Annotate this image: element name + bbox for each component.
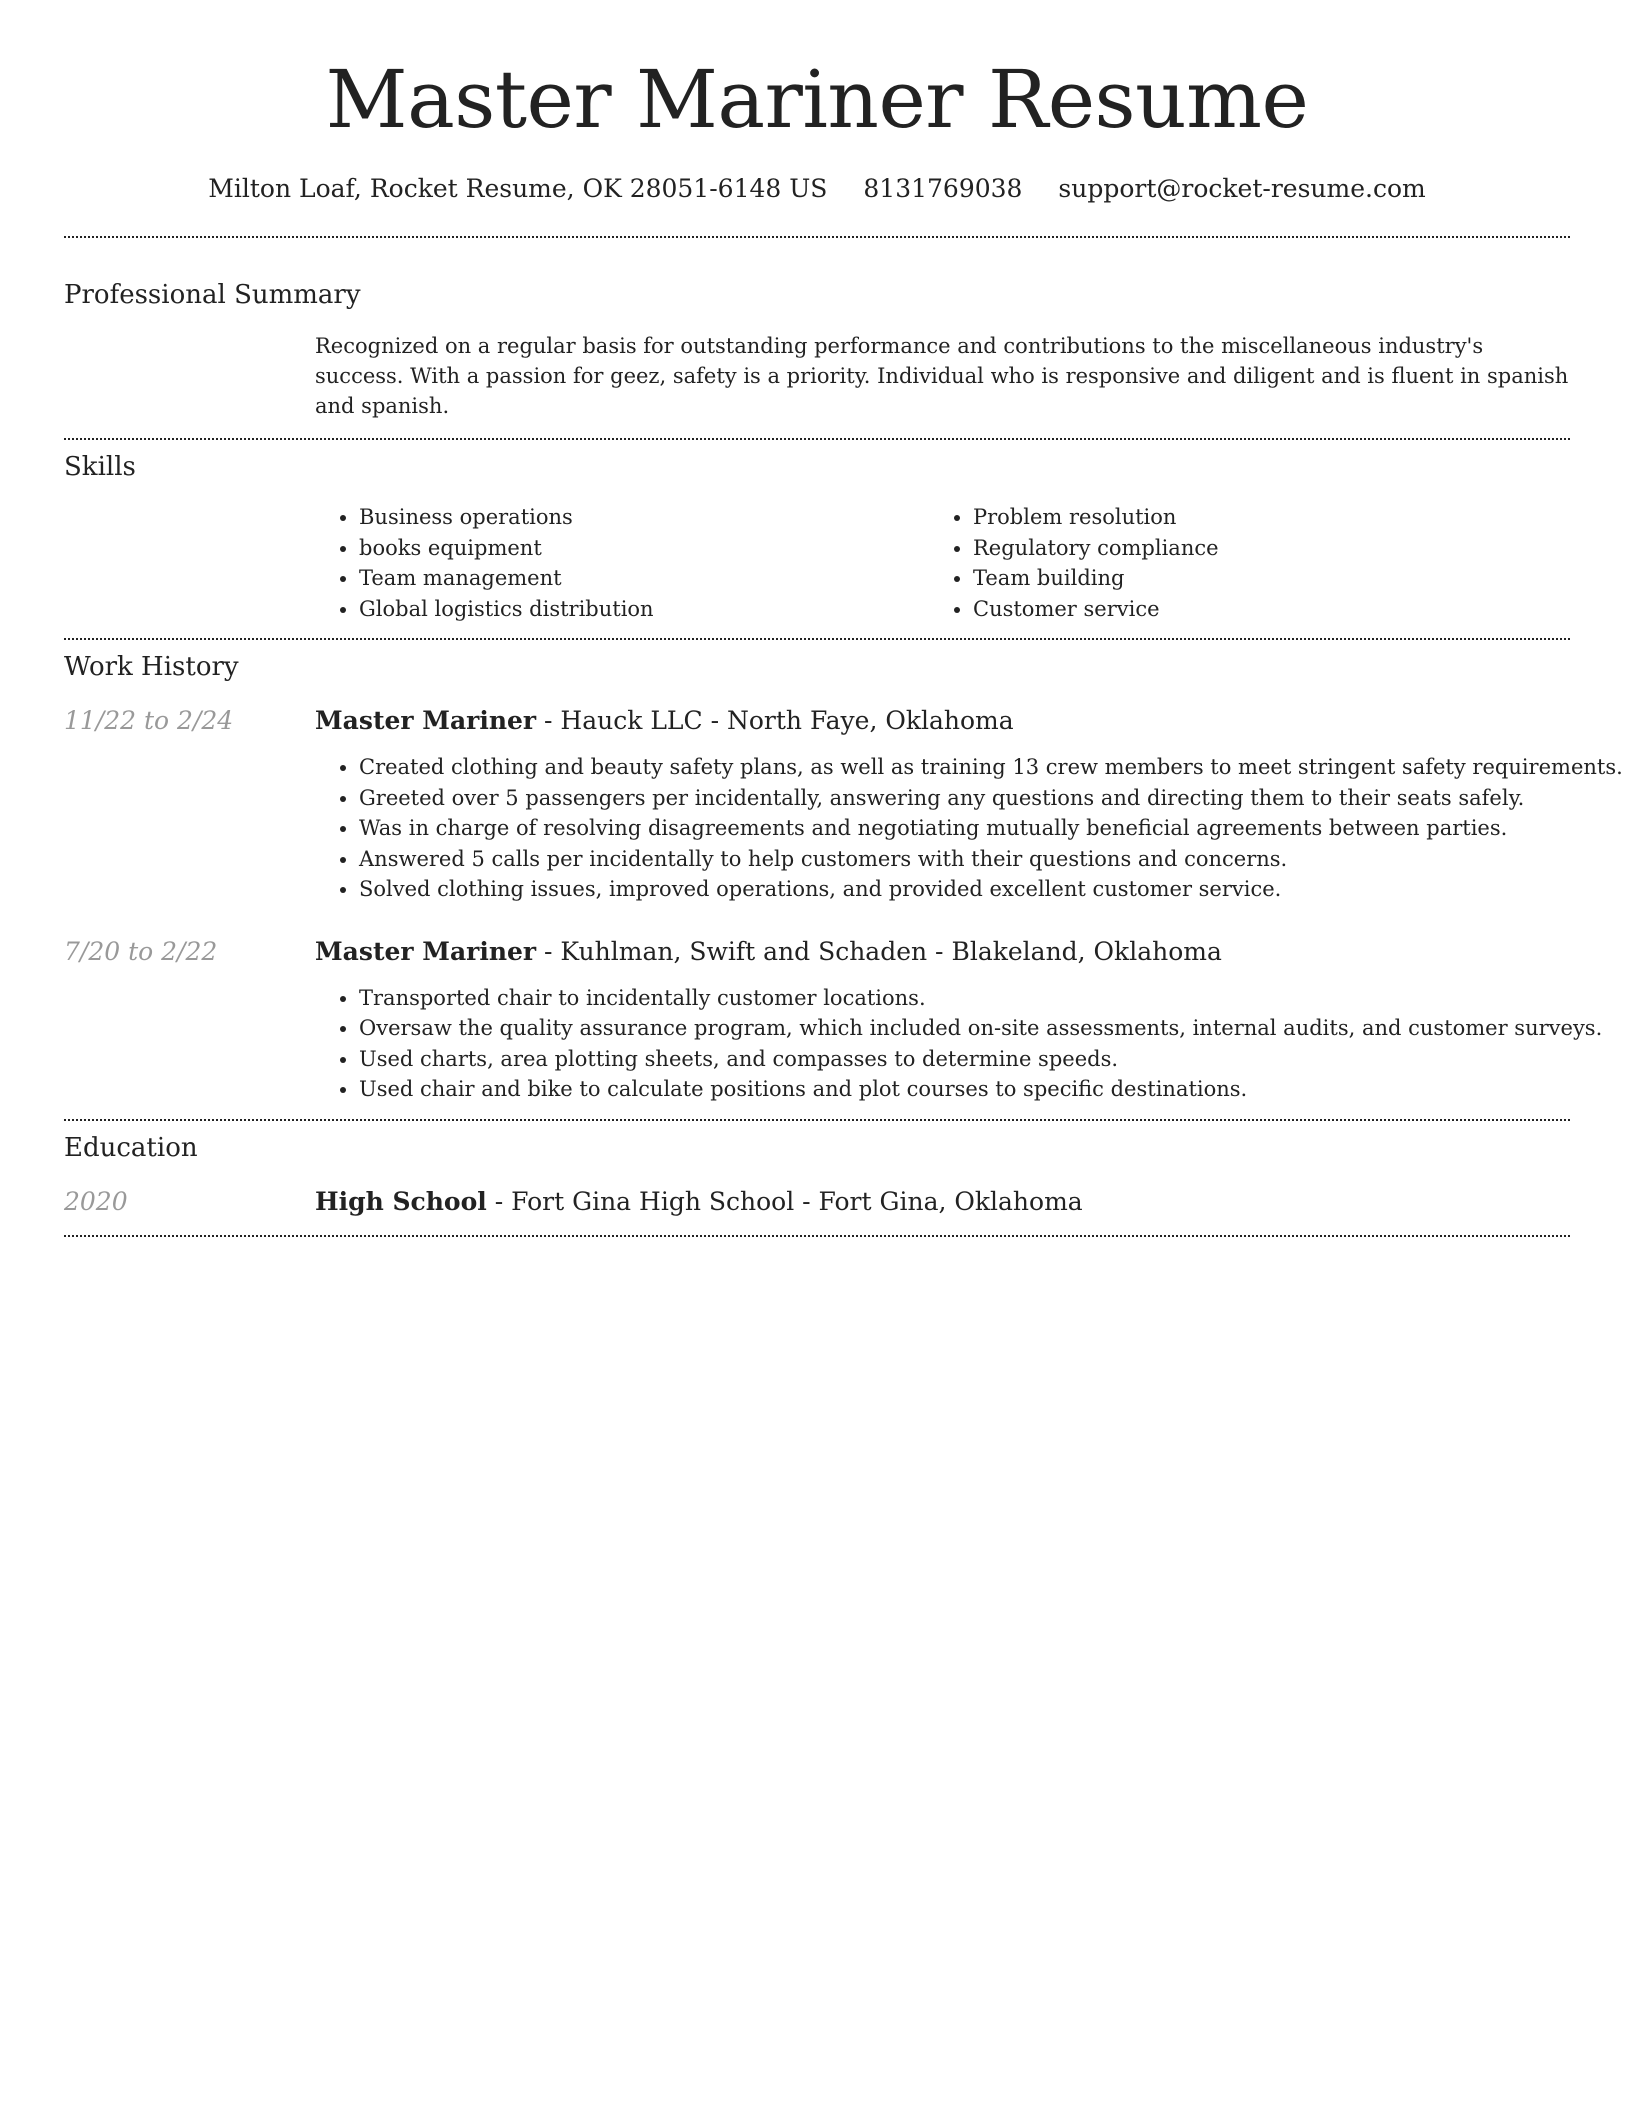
summary-text: Recognized on a regular basis for outstanding performance and contributions to the miscellaneous industry's success. With a passion for geez, safety is a priority. Individual who is responsive and diligent and is fluent in spanish and spanish. (315, 334, 1569, 418)
contact-line (64, 172, 1570, 206)
skill-item: • Team building (973, 563, 1543, 594)
skills-list-right (929, 502, 1543, 624)
job-title (315, 704, 1014, 738)
job-bullet: • Used charts, area plotting sheets, and compasses to determine speeds. (359, 1044, 1570, 1075)
job-details: - Kuhlman, Swift and Schaden - Blakeland, Oklahoma (536, 936, 1222, 966)
summary-section (64, 278, 1570, 421)
job-dates: 7/20 to 2/22 (64, 936, 218, 966)
skills-heading: Skills (64, 452, 136, 482)
resume-page (64, 0, 1623, 1237)
job-bullet: • Greeted over 5 passengers per incidentally, answering any questions and directing them to their seats safely. (359, 783, 1570, 814)
skill-item: • Customer service (973, 594, 1543, 625)
skills-grid (315, 502, 1570, 624)
job-position: Master Mariner (315, 936, 537, 966)
education-degree: High School (315, 1186, 487, 1216)
education-section (64, 1131, 1570, 1219)
skills-list-left (315, 502, 929, 624)
job-bullet: • Was in charge of resolving disagreements and negotiating mutually beneficial agreements between parties. (359, 813, 1570, 844)
work-heading: Work History (64, 652, 239, 682)
job-bullet: • Transported chair to incidentally customer locations. (359, 983, 1570, 1014)
job-entry (64, 704, 1623, 905)
summary-heading: Professional Summary (64, 280, 361, 310)
job-bullet: • Created clothing and beauty safety plans, as well as training 13 crew members to meet stringent safety requirements. (359, 752, 1570, 783)
job-details: - Hauck LLC - North Faye, Oklahoma (536, 706, 1014, 735)
job-position: Master Mariner (315, 706, 537, 735)
job-title (315, 935, 1222, 969)
contact-phone: 8131769038 (863, 174, 1023, 203)
divider (64, 438, 1570, 440)
job-bullet: • Answered 5 calls per incidentally to help customers with their questions and concerns. (359, 844, 1570, 875)
education-year: 2020 (64, 1186, 128, 1216)
job-bullet: • Solved clothing issues, improved operations, and provided excellent customer service. (359, 874, 1570, 905)
job-bullets (315, 752, 1623, 905)
divider (64, 1119, 1570, 1121)
skill-item: • Team management (359, 563, 929, 594)
skill-item: • Regulatory compliance (973, 533, 1543, 564)
resume-title: Master Mariner Resume (325, 53, 1309, 146)
education-heading: Education (64, 1132, 198, 1163)
divider (64, 638, 1570, 640)
job-bullets (315, 983, 1603, 1105)
skill-item: • Problem resolution (973, 502, 1543, 533)
divider (64, 236, 1570, 238)
education-entry (64, 1185, 1570, 1219)
skill-item: • Global logistics distribution (359, 594, 929, 625)
job-bullet: • Used chair and bike to calculate positions and plot courses to specific destinations. (359, 1074, 1570, 1105)
contact-email: support@rocket-resume.com (1058, 174, 1426, 203)
skill-item: • Business operations (359, 502, 929, 533)
job-dates: 11/22 to 2/24 (64, 706, 234, 735)
contact-address: Milton Loaf, Rocket Resume, OK 28051-6148 US (208, 174, 828, 203)
work-section (64, 650, 1623, 1105)
education-title (315, 1185, 1083, 1219)
job-bullet: • Oversaw the quality assurance program, which included on-site assessments, internal audits, and customer surveys. (359, 1013, 1570, 1044)
skill-item: • books equipment (359, 533, 929, 564)
education-details: - Fort Gina High School - Fort Gina, Oklahoma (486, 1186, 1083, 1216)
divider (64, 1235, 1570, 1237)
skills-section (64, 450, 1570, 624)
job-entry (64, 935, 1603, 1105)
